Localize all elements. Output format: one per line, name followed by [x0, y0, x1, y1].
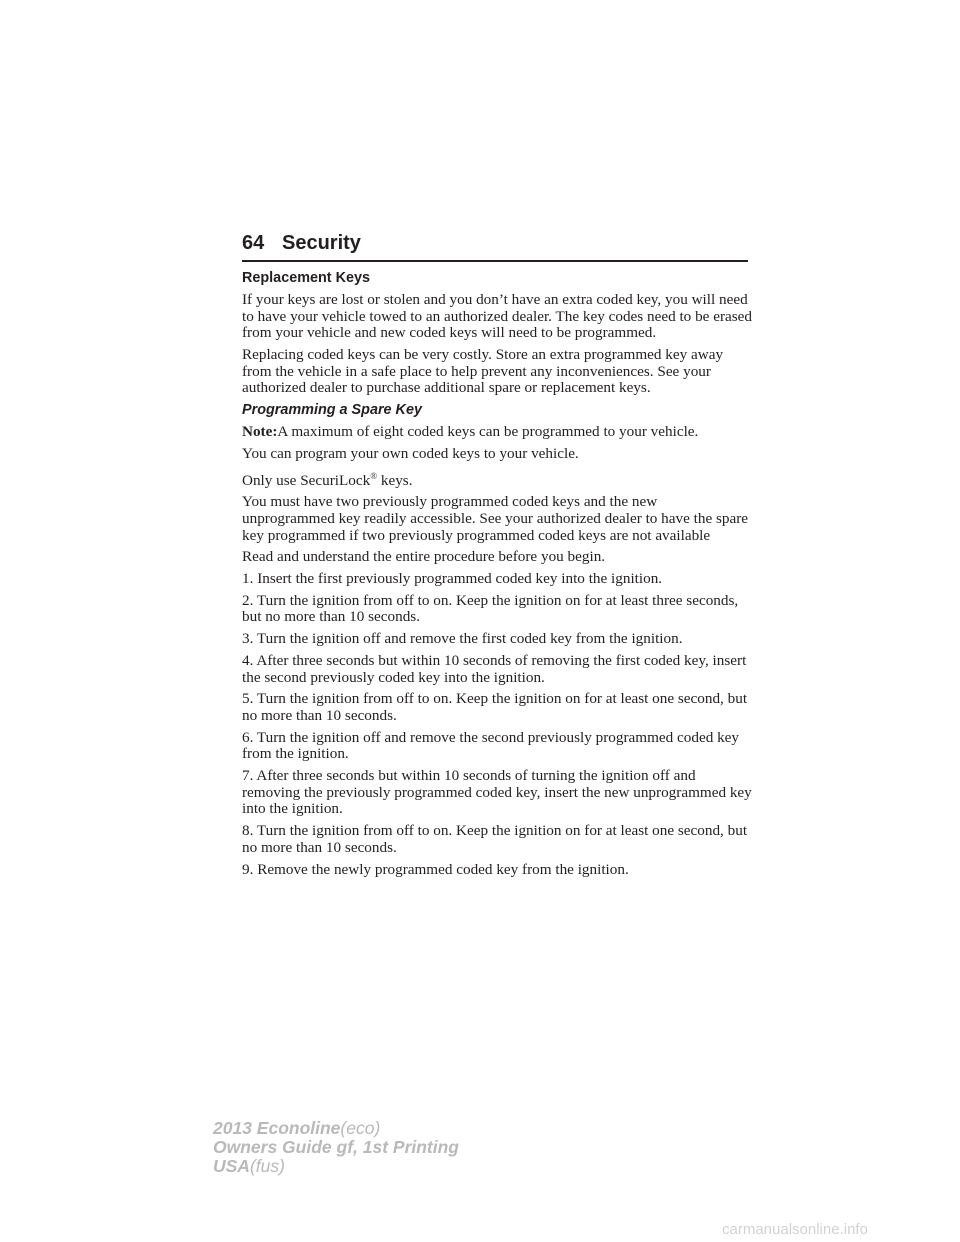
programming-paragraph-3: You must have two previously programmed coded keys and the new unprogrammed key readily accessible. See your authorized dealer to have the spare key programmed if two previously programmed coded keys are not available	[242, 493, 749, 544]
step-3: 3. Turn the ignition off and remove the first coded key from the ignition.	[242, 630, 683, 648]
step-5: 5. Turn the ignition from off to on. Keep the ignition on for at least one second, but no more than 10 seconds.	[242, 690, 748, 724]
footer-model: 2013 Econoline	[213, 1118, 341, 1138]
step-9: 9. Remove the newly programmed coded key from the ignition.	[242, 860, 629, 878]
watermark-text: carmanualsonline.info	[722, 1221, 868, 1238]
securilock-text: Only use SecuriLock	[242, 471, 371, 489]
page-number: 64	[242, 232, 265, 254]
note-text: A maximum of eight coded keys can be programmed to your vehicle.	[277, 422, 699, 440]
step-8: 8. Turn the ignition from off to on. Keep the ignition on for at least one second, but no more than 10 seconds.	[242, 822, 748, 856]
footer-region: USA	[213, 1156, 250, 1176]
replacement-keys-heading: Replacement Keys	[242, 270, 370, 286]
registered-mark: ®	[370, 470, 378, 481]
footer-line-2: Owners Guide gf, 1st Printing	[213, 1137, 459, 1157]
replacement-keys-paragraph-2: Replacing coded keys can be very costly. Store an extra programmed key away from the vehicle in a safe place to help prevent any inconveniences. See your authorized dealer to purchase additional spare or replacement keys.	[242, 345, 724, 397]
replacement-keys-paragraph-1: If your keys are lost or stolen and you don’t have an extra coded key, you will need to have your vehicle towed to an authorized dealer. The key codes need to be erased from your vehicle and new coded keys will need to be programmed.	[242, 291, 752, 342]
page-header	[242, 230, 748, 262]
footer-region-code: (fus)	[249, 1156, 285, 1176]
step-7: 7. After three seconds but within 10 seconds of turning the ignition off and removing the previously programmed coded key, insert the new unprogrammed key into the ignition.	[242, 767, 752, 818]
note-label: Note:	[242, 422, 278, 440]
section-title: Security	[282, 232, 361, 254]
keys-text: keys.	[377, 471, 413, 489]
print-footer	[213, 1119, 459, 1176]
page-content	[242, 270, 752, 883]
footer-line-1	[213, 1119, 459, 1138]
programming-spare-key-heading: Programming a Spare Key	[242, 401, 422, 418]
step-4: 4. After three seconds but within 10 seconds of removing the first coded key, insert the second previously coded key into the ignition.	[242, 652, 747, 686]
programming-paragraph-1: You can program your own coded keys to your vehicle.	[242, 444, 579, 462]
step-1: 1. Insert the first previously programmed coded key into the ignition.	[242, 570, 663, 588]
step-6: 6. Turn the ignition off and remove the second previously programmed coded key from the ignition.	[242, 728, 740, 763]
programming-paragraph-2	[242, 468, 752, 490]
footer-model-code: (eco)	[340, 1118, 381, 1138]
note-paragraph	[242, 424, 752, 441]
footer-line-3	[213, 1157, 459, 1176]
programming-paragraph-4: Read and understand the entire procedure before you begin.	[242, 548, 606, 566]
step-2: 2. Turn the ignition from off to on. Keep the ignition on for at least three seconds, but no more than 10 seconds.	[242, 591, 739, 626]
